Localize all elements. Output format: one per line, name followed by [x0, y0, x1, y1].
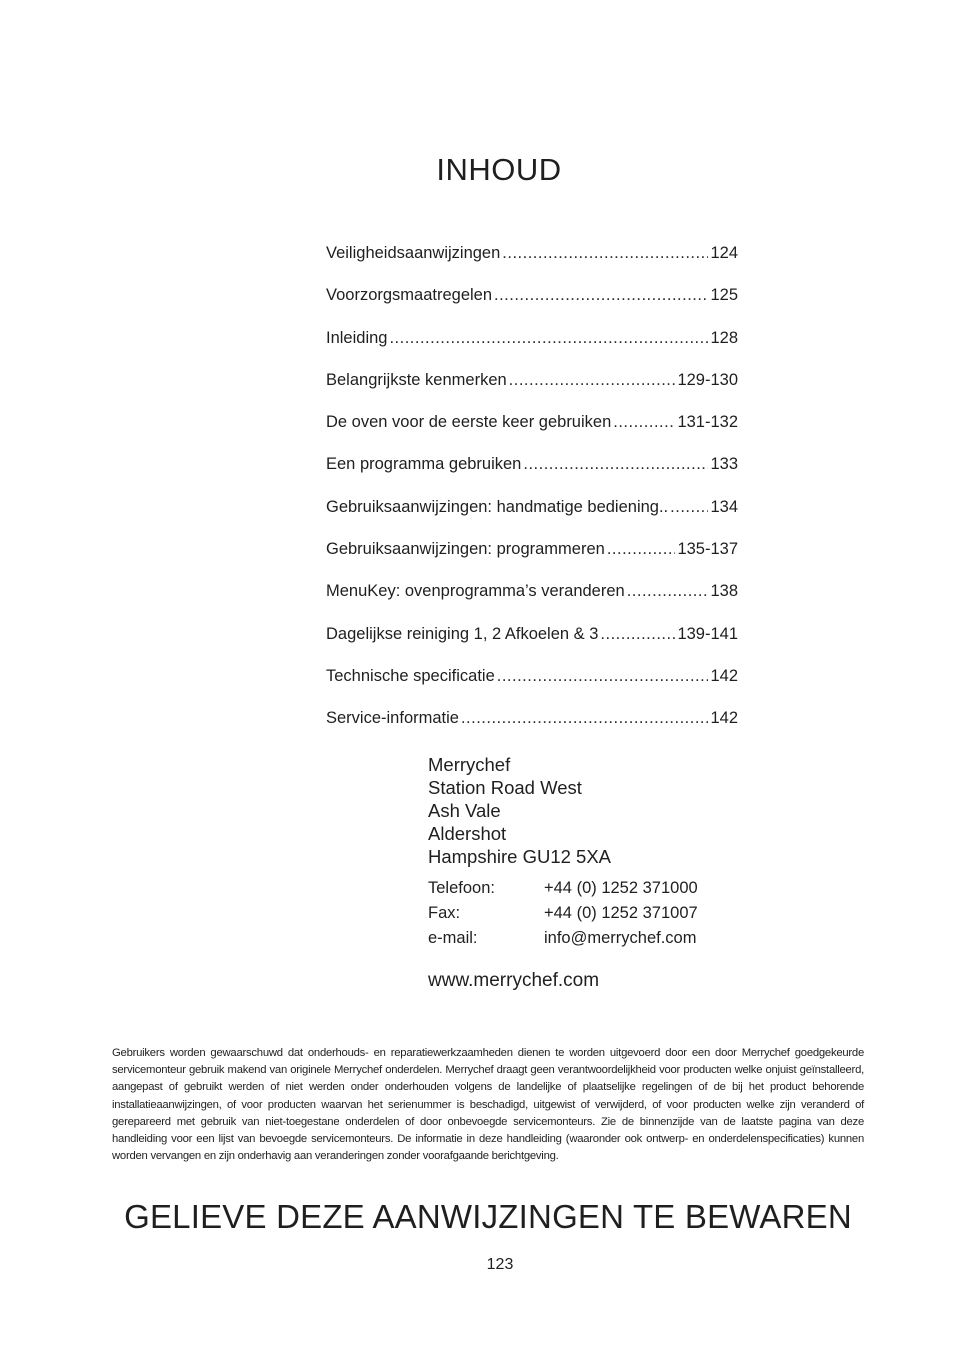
toc-entry[interactable]: [326, 709, 738, 751]
page-number: 123: [486, 1256, 514, 1273]
toc-leader-dots: [627, 582, 709, 601]
toc-leader-dots: [497, 667, 709, 686]
toc-entry[interactable]: [326, 582, 738, 624]
contact-label: e-mail:: [428, 929, 478, 947]
toc-entry-page: 142: [710, 709, 738, 728]
contact-details: [428, 876, 698, 951]
company-address: [428, 753, 611, 868]
contact-label: Telefoon:: [428, 879, 495, 897]
toc-entry-label: Veiligheidsaanwijzingen: [326, 244, 501, 262]
toc-entry[interactable]: [326, 498, 738, 540]
toc-entry[interactable]: [326, 667, 738, 709]
toc-entry-label: Dagelijkse reiniging 1, 2 Afkoelen & 3: [326, 624, 599, 643]
toc-entry[interactable]: [326, 329, 738, 371]
address-area: Ash Vale: [428, 800, 501, 821]
toc-entry-page: 125: [710, 286, 738, 305]
page-title: INHOUD: [436, 152, 562, 187]
contact-value: +44 (0) 1252 371007: [544, 904, 698, 922]
address-street: Station Road West: [428, 777, 582, 798]
toc-entry-label: Service-informatie: [326, 709, 459, 728]
toc-entry-page: 142: [710, 666, 738, 685]
website-link[interactable]: www.merrychef.com: [428, 970, 600, 991]
table-of-contents: [326, 244, 738, 752]
toc-entry-page: 138: [710, 582, 738, 601]
toc-entry[interactable]: [326, 625, 738, 667]
toc-entry-label: Gebruiksaanwijzingen: programmeren: [326, 540, 605, 559]
toc-entry-label: De oven voor de eerste keer gebruiken: [326, 413, 612, 432]
contact-phone: [428, 876, 698, 901]
toc-entry-label: MenuKey: ovenprogramma’s veranderen: [326, 582, 625, 601]
toc-leader-dots: [523, 455, 708, 474]
toc-leader-dots: [494, 286, 708, 305]
toc-entry[interactable]: [326, 540, 738, 582]
contact-fax: [428, 901, 698, 926]
toc-leader-dots: [389, 329, 708, 348]
toc-leader-dots: [600, 625, 675, 644]
toc-entry-page: 139-141: [677, 624, 738, 643]
toc-entry-page: 131-132: [677, 413, 738, 432]
toc-entry[interactable]: [326, 371, 738, 413]
toc-entry[interactable]: [326, 455, 738, 497]
toc-entry-page: 134: [710, 497, 738, 516]
toc-leader-dots: [461, 709, 709, 728]
address-town: Aldershot: [428, 823, 507, 844]
toc-entry-label: Gebruiksaanwijzingen: handmatige bediening..: [326, 497, 669, 516]
toc-entry-label: Inleiding: [326, 328, 388, 347]
toc-leader-dots: [607, 540, 676, 559]
footer-heading: GELIEVE DEZE AANWIJZINGEN TE BEWAREN: [124, 1198, 852, 1235]
toc-entry-page: 124: [710, 244, 738, 262]
toc-entry-page: 129-130: [677, 370, 738, 389]
toc-entry[interactable]: [326, 286, 738, 328]
toc-entry[interactable]: [326, 244, 738, 286]
toc-leader-dots: [509, 371, 676, 390]
contact-email: [428, 926, 698, 951]
toc-entry-page: 133: [710, 455, 738, 474]
toc-entry-label: Een programma gebruiken: [326, 455, 522, 474]
toc-leader-dots: [613, 413, 675, 432]
company-name: Merrychef: [428, 754, 511, 775]
contact-value: +44 (0) 1252 371000: [544, 879, 698, 897]
email-link[interactable]: info@merrychef.com: [544, 929, 697, 947]
toc-entry-label: Voorzorgsmaatregelen: [326, 286, 493, 305]
toc-entry-page: 135-137: [677, 540, 738, 559]
toc-leader-dots: [502, 244, 708, 263]
toc-entry-label: Technische specificatie: [326, 666, 495, 685]
toc-entry[interactable]: [326, 413, 738, 455]
disclaimer-text: Gebruikers worden gewaarschuwd dat onderhouds- en reparatiewerkzaamheden dienen te worden uitgevoerd door een door Merrychef goedgekeurde servicemonteur gebruik makend van originele Merrychef onderdelen. Merrychef draagt geen verantwoordelijkheid voor producten welke onjuist geïnstalleerd, aangepast of gebruikt werden of niet werden onder onderhouden volgens de landelijke of plaatselijke regelingen of de bij het product behorende installatieaanwijzingen, of voor producten waarvan het serienummer is beschadigd, uitgewist of verwijderd, of voor producten welke zijn veranderd of gerepareerd met gebruik van niet-toegestane onderdelen of door onbevoegde servicemonteurs. Zie de binnenzijde van de laatste pagina van deze handleiding voor een lijst van bevoegde servicemonteurs. De informatie in deze handleiding (waaronder ook ontwerp- en onderdelenspecificaties) kunnen worden vervangen en zijn onderhavig aan veranderingen zonder voorafgaande berichtgeving.: [112, 1047, 864, 1163]
address-county-postcode: Hampshire GU12 5XA: [428, 846, 612, 867]
toc-entry-page: 128: [710, 328, 738, 347]
contact-label: Fax:: [428, 904, 461, 922]
toc-leader-dots: [670, 498, 708, 517]
toc-entry-label: Belangrijkste kenmerken: [326, 370, 507, 389]
